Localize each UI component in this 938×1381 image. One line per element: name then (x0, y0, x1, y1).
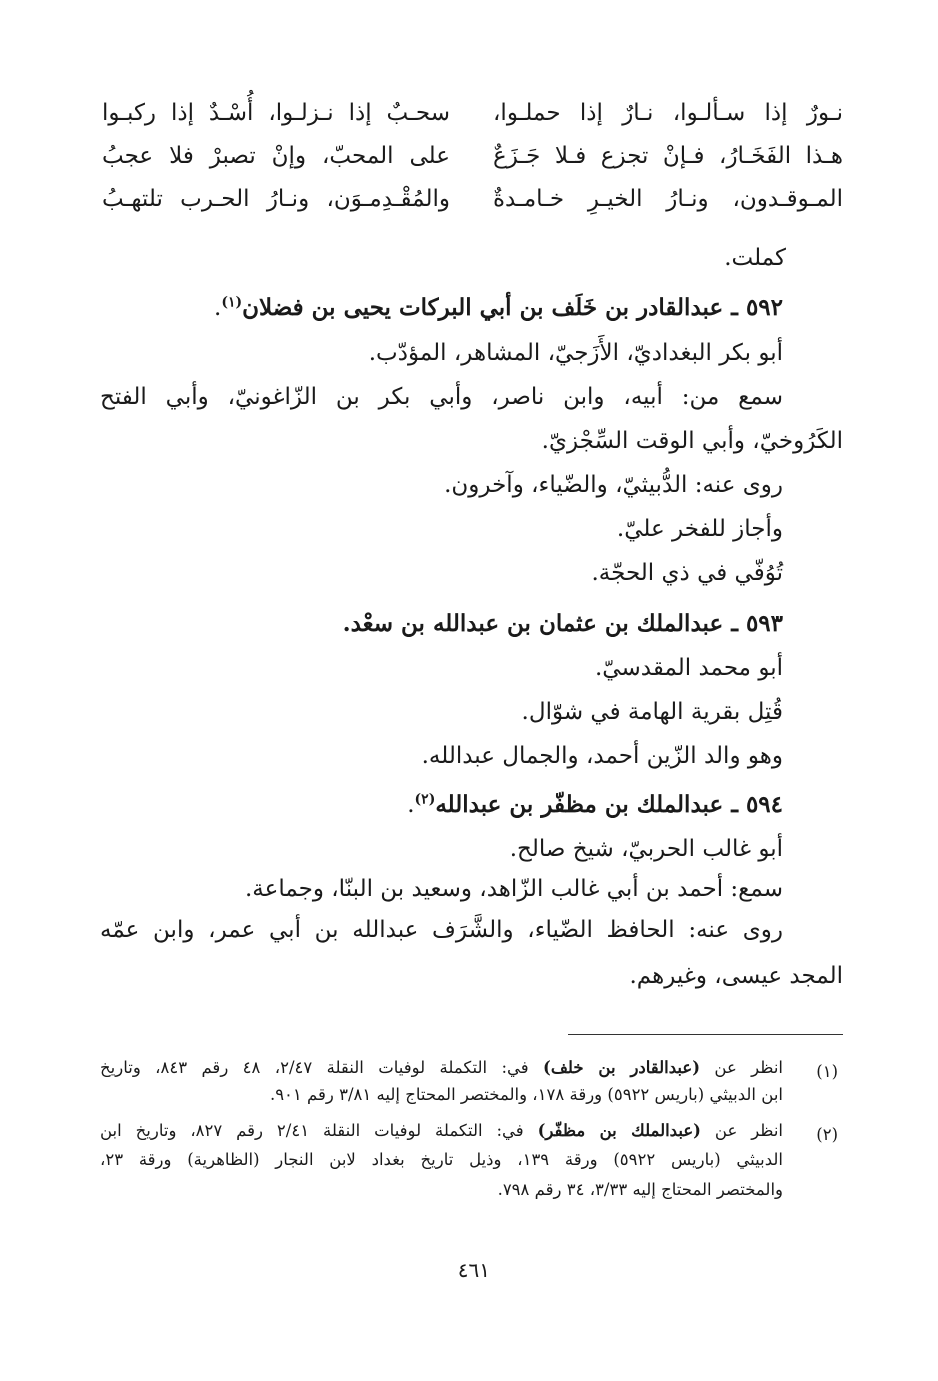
footnote-line: والمختصر المحتاج إليه ٣/٣٣، ٣٤ رقم ٧٩٨. (497, 1180, 783, 1199)
entry-heading-text: ٥٩٤ ـ عبدالملك بن مظفّر بن عبدالله (435, 791, 783, 818)
footnote-bold: (عبدالقادر بن خلف) (543, 1058, 701, 1077)
poem-verse-2-right: هـذا الفَخَـارُ، فـإنْ تجزع فـلا جَـزَعٌ (493, 143, 843, 169)
entry-heading (214, 294, 783, 321)
entry-line: أبو بكر البغداديّ، الأَزَجيّ، المشاهر، المؤدّب. (368, 340, 783, 366)
footnote-text: انظر عن (700, 1121, 784, 1140)
heading-period: . (407, 792, 415, 818)
footnote-ref: (١) (221, 294, 243, 311)
poem-verse-1-right: نـورٌ إذا سـألـوا، نـارٌ إذا حملـوا، (493, 100, 843, 126)
entry-heading (407, 791, 783, 818)
entry-line: سمع من: أبيه، وابن ناصر، وأبي بكر بن الزّاغونيّ، وأبي الفتح (100, 384, 783, 410)
footnote-line: الدبيثي (باريس ٥٩٢٢) ورقة ١٣٩، وذيل تاريخ بغداد لابن النجار (الظاهرية) ورقة ٢٣، (100, 1150, 783, 1169)
footnote-text: في: التكملة لوفيات النقلة ٢/٤٧، ٤٨ رقم ٨٤٣، وتاريخ (100, 1058, 544, 1077)
footnote-line: ابن الدبيثي (باريس ٥٩٢٢) ورقة ١٧٨، والمختصر المحتاج إليه ٣/٨١ رقم ٩٠١. (269, 1085, 783, 1104)
poem-end: كملت. (724, 245, 786, 271)
poem-verse-2-left: على المحبّ، وإنْ تصبرْ فلا عجبُ (102, 143, 450, 169)
entry-line: روى عنه: الحافظ الضّياء، والشَّرَف عبدالله بن أبي عمر، وابن عمّه (100, 917, 783, 943)
footnote-number: (١) (816, 1062, 838, 1081)
entry-line: وأجاز للفخر عليّ. (616, 516, 783, 542)
poem-verse-3-right: المـوقـدون، ونـارُ الخيـرِ خـامـدةٌ (493, 186, 843, 212)
footnote-text: في: التكملة لوفيات النقلة ٢/٤١ رقم ٨٢٧، وتاريخ ابن (100, 1121, 538, 1140)
entry-line: سمع: أحمد بن أبي غالب الزّاهد، وسعيد بن البنّا، وجماعة. (244, 876, 783, 902)
poem-verse-1-left: سحـبٌ إذا نـزلـوا، أُسْـدٌ إذا ركبـوا (102, 100, 450, 126)
footnote-line (100, 1121, 783, 1140)
entry-line: وهو والد الزّين أحمد، والجمال عبدالله. (421, 743, 783, 769)
entry-line: قُتِل بقرية الهامة في شوّال. (521, 699, 783, 725)
page-number: ٤٦١ (457, 1258, 490, 1282)
entry-line: أبو محمد المقدسيّ. (595, 655, 783, 681)
entry-line: تُوُفّي في ذي الحجّة. (591, 560, 783, 586)
entry-heading: ٥٩٣ ـ عبدالملك بن عثمان بن عبدالله بن سعْد. (342, 610, 783, 637)
footnote-ref: (٢) (414, 791, 436, 808)
footnote-separator (568, 1034, 843, 1035)
footnote-text: انظر عن (700, 1058, 783, 1077)
entry-line: المجد عيسى، وغيرهم. (629, 963, 843, 989)
poem-verse-3-left: والمُقْـدِمـوَن، ونـارُ الحـرب تلتهـبُ (102, 186, 450, 212)
footnote-bold: (عبدالملك بن مظفّر) (537, 1121, 701, 1140)
entry-line: أبو غالب الحربيّ، شيخ صالح. (509, 836, 783, 862)
heading-period: . (214, 295, 222, 321)
footnote-line (100, 1058, 783, 1077)
entry-line: روى عنه: الدُّبيثيّ، والضّياء، وآخرون. (444, 472, 783, 498)
entry-line: الكَرُوخيّ، وأبي الوقت السِّجْزيّ. (541, 428, 843, 454)
footnote-number: (٢) (816, 1125, 838, 1144)
entry-heading-text: ٥٩٢ ـ عبدالقادر بن خَلَف بن أبي البركات يحيى بن فضلان (242, 294, 783, 321)
